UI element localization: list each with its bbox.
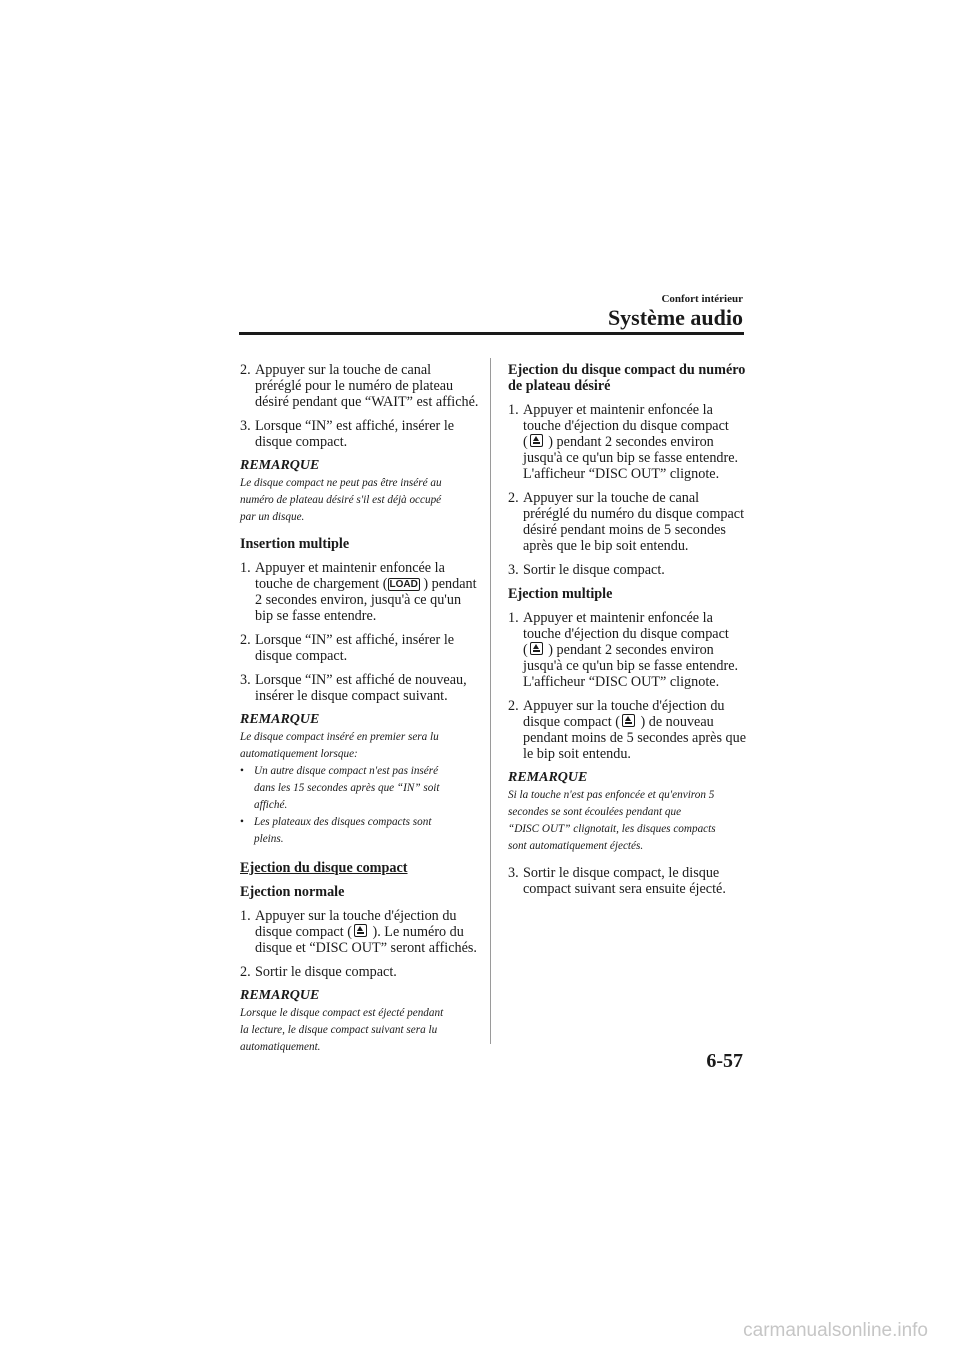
heading-eject-selected: Ejection du disque compact du numéro de plateau désiré (508, 362, 746, 394)
step-line: disque compact. (255, 434, 348, 450)
step-3-insert (240, 418, 476, 450)
eject-icon (530, 434, 543, 447)
eject-icon (622, 714, 635, 727)
eject-icon (530, 642, 543, 655)
column-divider (490, 358, 491, 1044)
note-body: Le disque compact ne peut pas être inséré au numéro de plateau désiré s'il est déjà occupé par un disque. (240, 477, 442, 523)
multi-eject-step-2: 2. Appuyer sur la touche d'éjection du disque compact ( ) de nouveau pendant moins de 5 secondes après que le bip soit entendu. (508, 698, 746, 762)
load-key-icon: LOAD (389, 579, 418, 590)
page-number: 6-57 (706, 1050, 743, 1072)
step-line: préréglé pour le numéro de plateau (255, 378, 454, 394)
section-label: Confort intérieur (661, 293, 743, 305)
eject-step-1: 1. Appuyer sur la touche d'éjection du disque compact ( ). Le numéro du disque et “DISC OUT” seront affichés. (240, 908, 477, 956)
step-number: 2. (240, 362, 251, 378)
multi-step-3: 3. Lorsque “IN” est affiché de nouveau, insérer le disque compact suivant. (240, 672, 467, 704)
note-title: REMARQUE (508, 770, 588, 785)
step-number: 2. (240, 964, 251, 980)
note-bullet: • Les plateaux des disques compacts sont pleins. (240, 814, 476, 848)
note-title: REMARQUE (240, 458, 320, 473)
step-number: 1. (240, 908, 251, 924)
step-number: 3. (508, 562, 519, 578)
step-line: Lorsque “IN” est affiché, insérer le (255, 418, 455, 434)
eject-step-2: 2. Sortir le disque compact. (240, 964, 397, 980)
note-body: Le disque compact inséré en premier sera lu automatiquement lorsque: • Un autre disque compact n'est pas inséré dans les 15 secondes après que “IN” soit affiché. • Les plateaux des disques compacts sont pleins. (240, 729, 476, 848)
heading-multiple-eject: Ejection multiple (508, 586, 613, 602)
step-line: désiré pendant que “WAIT” est affiché. (255, 394, 479, 410)
step-number: 1. (508, 402, 519, 418)
step-number: 1. (240, 560, 251, 576)
bullet-icon: • (240, 816, 244, 828)
page-title: Système audio (607, 305, 743, 330)
step-number: 3. (240, 418, 251, 434)
select-eject-step-1: 1. Appuyer et maintenir enfoncée la touche d'éjection du disque compact ( ) pendant 2 secondes environ jusqu'à ce qu'un bip se fasse entendre. L'afficheur “DISC OUT” clignote. (508, 402, 739, 482)
left-column (240, 362, 479, 1066)
step-number: 2. (240, 632, 251, 648)
step-number: 3. (508, 865, 519, 881)
step-number: 1. (508, 610, 519, 626)
step-line: Appuyer sur la touche de canal (255, 362, 432, 378)
heading-normal-eject: Ejection normale (240, 884, 345, 900)
step-2-channel (240, 362, 479, 410)
bullet-icon: • (240, 765, 244, 777)
note-body: Si la touche n'est pas enfoncée et qu'environ 5 secondes se sont écoulées pendant que “DISC OUT” clignotait, les disques compacts sont automatiquement éjectés. (508, 789, 716, 852)
step-number: 3. (240, 672, 251, 688)
heading-eject: Ejection du disque compact (240, 860, 408, 876)
multi-step-2: 2. Lorsque “IN” est affiché, insérer le disque compact. (240, 632, 455, 664)
select-eject-step-3: 3. Sortir le disque compact. (508, 562, 665, 578)
heading-multiple-insertion: Insertion multiple (240, 536, 350, 552)
header-rule (239, 332, 744, 335)
step-number: 2. (508, 490, 519, 506)
multi-eject-step-1: 1. Appuyer et maintenir enfoncée la touche d'éjection du disque compact ( ) pendant 2 secondes environ jusqu'à ce qu'un bip se fasse entendre. L'afficheur “DISC OUT” clignote. (508, 610, 739, 690)
watermark: carmanualsonline.info (743, 1320, 928, 1341)
multi-eject-step-3: 3. Sortir le disque compact, le disque compact suivant sera ensuite éjecté. (508, 865, 726, 897)
note-title: REMARQUE (240, 712, 320, 727)
multi-step-1: 1. Appuyer et maintenir enfoncée la touche de chargement ( LOAD ) pendant 2 secondes environ, jusqu'à ce qu'un bip se fasse entendre. (240, 560, 477, 624)
right-column (508, 362, 748, 905)
note-body: Lorsque le disque compact est éjecté pendant la lecture, le disque compact suivant sera lu automatiquement. (240, 1007, 444, 1053)
step-number: 2. (508, 698, 519, 714)
note-bullet: • Un autre disque compact n'est pas inséré dans les 15 secondes après que “IN” soit affiché. (240, 763, 476, 814)
select-eject-step-2: 2. Appuyer sur la touche de canal préréglé du numéro du disque compact désiré pendant moins de 5 secondes après que le bip soit entendu. (508, 490, 745, 554)
note-title: REMARQUE (240, 988, 320, 1003)
eject-icon (354, 924, 367, 937)
